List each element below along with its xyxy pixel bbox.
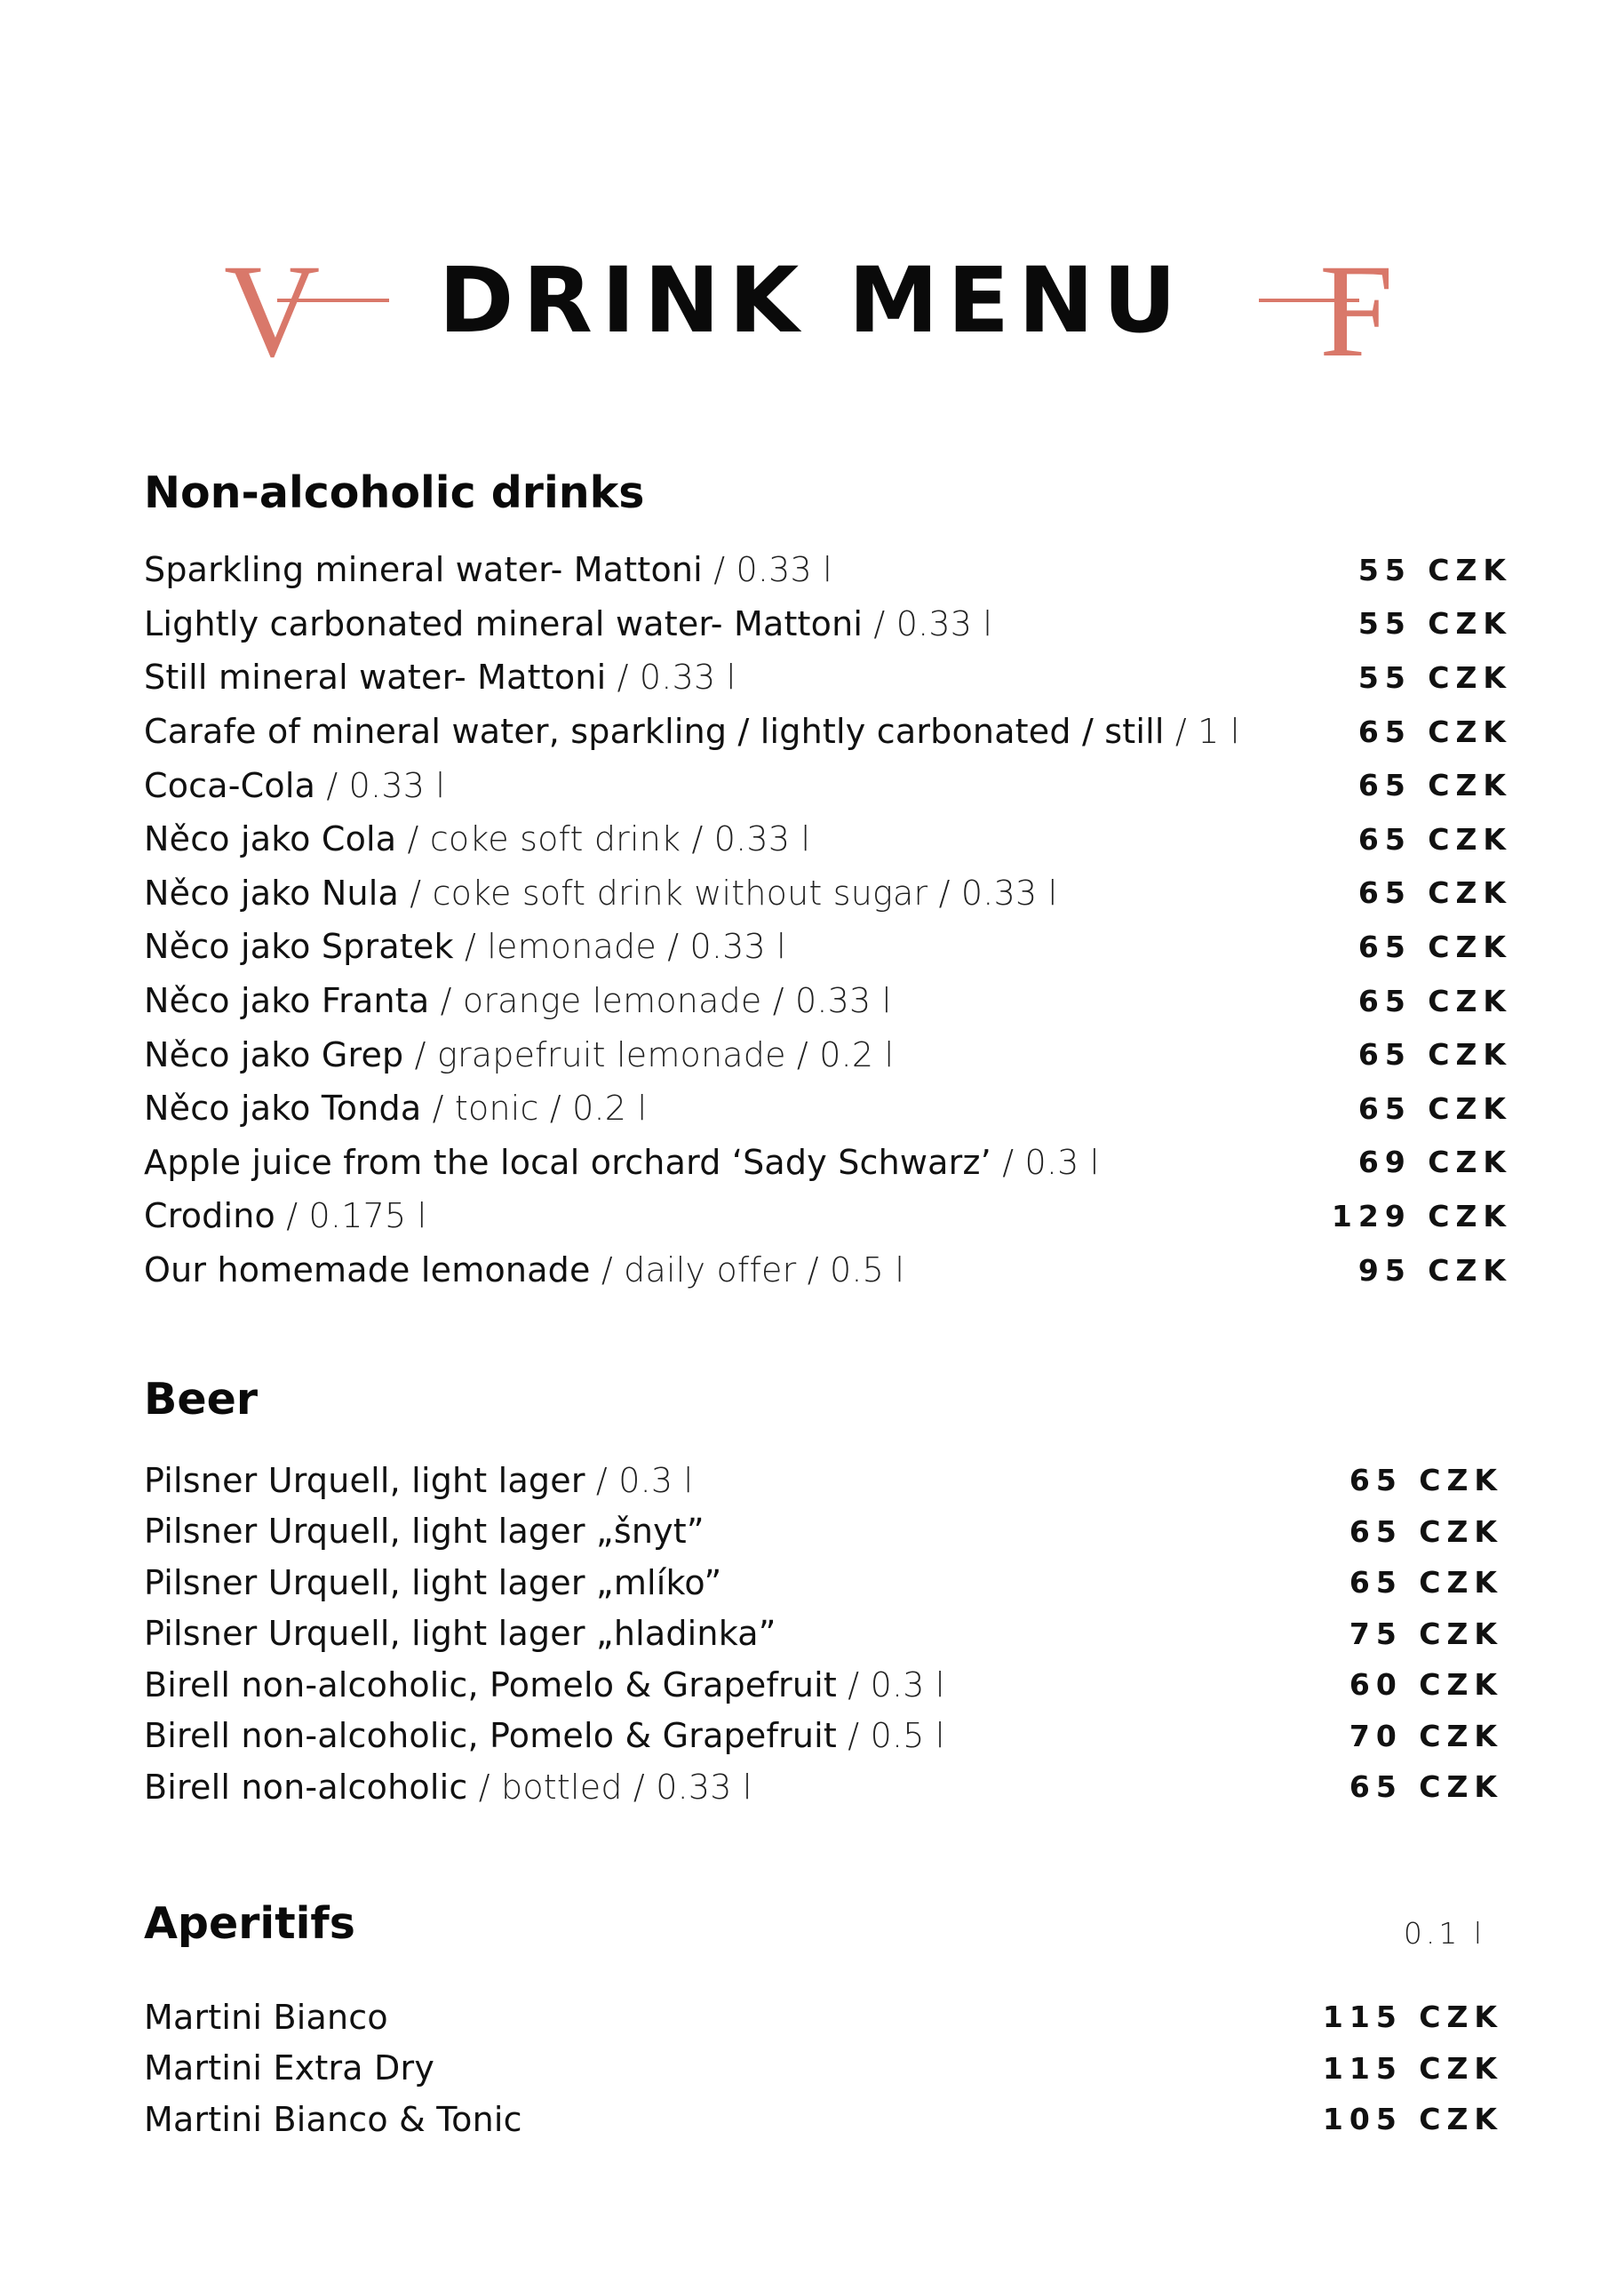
- menu-item-detail: / 0.175 l: [275, 1196, 427, 1236]
- menu-item-name: Něco jako Cola: [144, 819, 397, 859]
- menu-header: [0, 240, 1624, 373]
- menu-item-name: Něco jako Spratek: [144, 927, 454, 967]
- menu-item: [144, 1557, 1503, 1608]
- menu-item-text: [144, 1563, 721, 1602]
- menu-item-detail: / 0.3 l: [837, 1664, 945, 1704]
- menu-item-name: Pilsner Urquell, light lager: [144, 1460, 585, 1500]
- menu-item: [144, 812, 1512, 866]
- menu-item: [144, 1659, 1503, 1711]
- menu-item-name: Birell non-alcoholic, Pomelo & Grapefruit: [144, 1664, 838, 1704]
- menu-item-text: [144, 766, 445, 805]
- menu-item-price: 65 CZK: [1357, 1090, 1512, 1126]
- menu-item: [144, 1455, 1503, 1506]
- menu-item-text: [144, 1143, 1100, 1182]
- menu-item-detail: / 0.3 l: [585, 1460, 694, 1500]
- menu-item: [144, 2043, 1503, 2095]
- menu-item-price: 75 CZK: [1349, 1616, 1503, 1651]
- menu-item-text: [144, 2100, 522, 2139]
- menu-item-price: 65 CZK: [1349, 1769, 1503, 1805]
- menu-item: [144, 543, 1512, 597]
- menu-item-text: [144, 1250, 904, 1289]
- menu-item-name: Our homemade lemonade: [144, 1250, 591, 1290]
- menu-item-name: Něco jako Grep: [144, 1034, 404, 1074]
- menu-item-name: Birell non-alcoholic: [144, 1767, 468, 1807]
- menu-item-name: Něco jako Franta: [144, 981, 430, 1021]
- menu-item-text: [144, 1196, 426, 1235]
- menu-item: [144, 1243, 1512, 1297]
- menu-item-name: Pilsner Urquell, light lager „hladinka”: [144, 1614, 776, 1654]
- menu-item-price: 65 CZK: [1357, 929, 1512, 964]
- menu-item-name: Pilsner Urquell, light lager „šnyt”: [144, 1512, 705, 1552]
- menu-item: [144, 758, 1512, 812]
- menu-item: [144, 1506, 1503, 1558]
- menu-item-text: [144, 712, 1240, 751]
- menu-item-text: [144, 1998, 388, 2037]
- menu-item-name: Apple juice from the local orchard ‘Sady Schwarz’: [144, 1142, 991, 1182]
- menu-item-text: [144, 658, 736, 697]
- menu-item-text: [144, 874, 1057, 913]
- menu-item-detail: / coke soft drink / 0.33 l: [396, 819, 811, 859]
- menu-item-detail: / 0.33 l: [863, 603, 993, 643]
- menu-item-price: 65 CZK: [1357, 983, 1512, 1018]
- menu-item: [144, 2094, 1503, 2145]
- section-title: Aperitifs: [144, 1898, 355, 1949]
- menu-item-detail: / lemonade / 0.33 l: [453, 927, 786, 967]
- menu-item-price: 65 CZK: [1357, 714, 1512, 749]
- menu-item-detail: / 0.33 l: [606, 658, 736, 698]
- menu-item: [144, 1608, 1503, 1660]
- menu-item-price: 65 CZK: [1349, 1463, 1503, 1498]
- logo-f-monogram: [1257, 249, 1426, 364]
- menu-item-price: 70 CZK: [1349, 1718, 1503, 1753]
- menu-item-name: Lightly carbonated mineral water- Mattoni: [144, 603, 864, 643]
- menu-item-name: Martini Bianco & Tonic: [144, 2099, 522, 2139]
- menu-item-detail: / 1 l: [1164, 712, 1240, 752]
- menu-list: [144, 1992, 1503, 2145]
- menu-item-detail: / 0.3 l: [991, 1142, 1100, 1182]
- section-title: Beer: [144, 1374, 258, 1425]
- menu-item-detail: / bottled / 0.33 l: [467, 1767, 752, 1807]
- menu-item: [144, 597, 1512, 651]
- menu-item-name: Martini Extra Dry: [144, 2048, 435, 2088]
- menu-item-detail: / coke soft drink without sugar / 0.33 l: [399, 873, 1058, 913]
- menu-item-text: [144, 819, 810, 858]
- menu-item: [144, 1992, 1503, 2043]
- menu-item: [144, 1136, 1512, 1190]
- menu-item-price: 65 CZK: [1349, 1565, 1503, 1600]
- menu-item: [144, 866, 1512, 921]
- menu-item: [144, 974, 1512, 1028]
- menu-item-text: [144, 1768, 752, 1807]
- menu-item-name: Coca-Cola: [144, 765, 316, 805]
- menu-item-text: [144, 550, 832, 589]
- menu-item-price: 129 CZK: [1331, 1198, 1512, 1233]
- svg-text:F: F: [1319, 249, 1394, 364]
- menu-item-price: 105 CZK: [1322, 2102, 1503, 2137]
- menu-list: [144, 1455, 1503, 1813]
- menu-item-price: 65 CZK: [1357, 821, 1512, 857]
- section-aperitifs: [144, 1898, 1503, 2145]
- menu-item: [144, 1082, 1512, 1136]
- menu-item: [144, 705, 1512, 759]
- menu-item-name: Still mineral water- Mattoni: [144, 658, 607, 698]
- menu-item-text: [144, 1665, 945, 1704]
- menu-item-text: [144, 2048, 434, 2087]
- menu-item: [144, 651, 1512, 705]
- menu-item-price: 65 CZK: [1357, 875, 1512, 911]
- menu-item-text: [144, 981, 891, 1020]
- menu-item-text: [144, 1512, 705, 1551]
- menu-item-text: [144, 1716, 945, 1755]
- menu-item-name: Něco jako Tonda: [144, 1089, 422, 1129]
- menu-item-text: [144, 604, 992, 643]
- menu-item-price: 55 CZK: [1357, 606, 1512, 642]
- menu-item-text: [144, 1089, 647, 1128]
- menu-item-name: Carafe of mineral water, sparkling / lightly carbonated / still: [144, 712, 1165, 752]
- menu-item-name: Sparkling mineral water- Mattoni: [144, 550, 703, 590]
- menu-list: [144, 543, 1512, 1297]
- menu-item-name: Martini Bianco: [144, 1997, 388, 2037]
- menu-item-detail: / 0.33 l: [315, 765, 446, 805]
- menu-item-price: 115 CZK: [1322, 2050, 1503, 2086]
- menu-item: [144, 920, 1512, 974]
- menu-item-text: [144, 1614, 776, 1653]
- menu-item-price: 95 CZK: [1357, 1252, 1512, 1288]
- menu-item-price: 65 CZK: [1357, 768, 1512, 803]
- menu-item-price: 65 CZK: [1357, 1037, 1512, 1073]
- volume-header: 0.1 l: [1403, 1916, 1485, 1951]
- menu-item-detail: / tonic / 0.2 l: [421, 1089, 648, 1129]
- menu-item-name: Crodino: [144, 1196, 275, 1236]
- menu-item-text: [144, 1461, 693, 1500]
- menu-item-detail: / 0.5 l: [837, 1716, 945, 1756]
- menu-item-detail: / daily offer / 0.5 l: [590, 1250, 905, 1290]
- menu-item-detail: / 0.33 l: [702, 550, 832, 590]
- menu-item-name: Něco jako Nula: [144, 873, 400, 913]
- menu-item-price: 55 CZK: [1357, 659, 1512, 695]
- page-title: DRINK MENU: [438, 248, 1186, 354]
- menu-item-detail: / grapefruit lemonade / 0.2 l: [403, 1034, 895, 1074]
- menu-item-name: Birell non-alcoholic, Pomelo & Grapefruit: [144, 1716, 838, 1756]
- menu-item-price: 115 CZK: [1322, 2000, 1503, 2035]
- section-beer: [144, 1374, 1503, 1813]
- menu-item: [144, 1027, 1512, 1082]
- menu-item-price: 69 CZK: [1357, 1145, 1512, 1180]
- menu-item-name: Pilsner Urquell, light lager „mlíko”: [144, 1562, 722, 1602]
- menu-item-price: 55 CZK: [1357, 552, 1512, 587]
- menu-item-price: 65 CZK: [1349, 1513, 1503, 1549]
- menu-item-detail: / orange lemonade / 0.33 l: [429, 981, 892, 1021]
- menu-item: [144, 1761, 1503, 1813]
- menu-item-price: 60 CZK: [1349, 1667, 1503, 1703]
- menu-item-text: [144, 927, 786, 966]
- section-title: Non-alcoholic drinks: [144, 467, 645, 518]
- menu-item-text: [144, 1035, 894, 1074]
- menu-item: [144, 1189, 1512, 1243]
- svg-text:V: V: [224, 249, 321, 364]
- section-non-alcoholic: [144, 467, 1512, 1297]
- menu-item: [144, 1711, 1503, 1762]
